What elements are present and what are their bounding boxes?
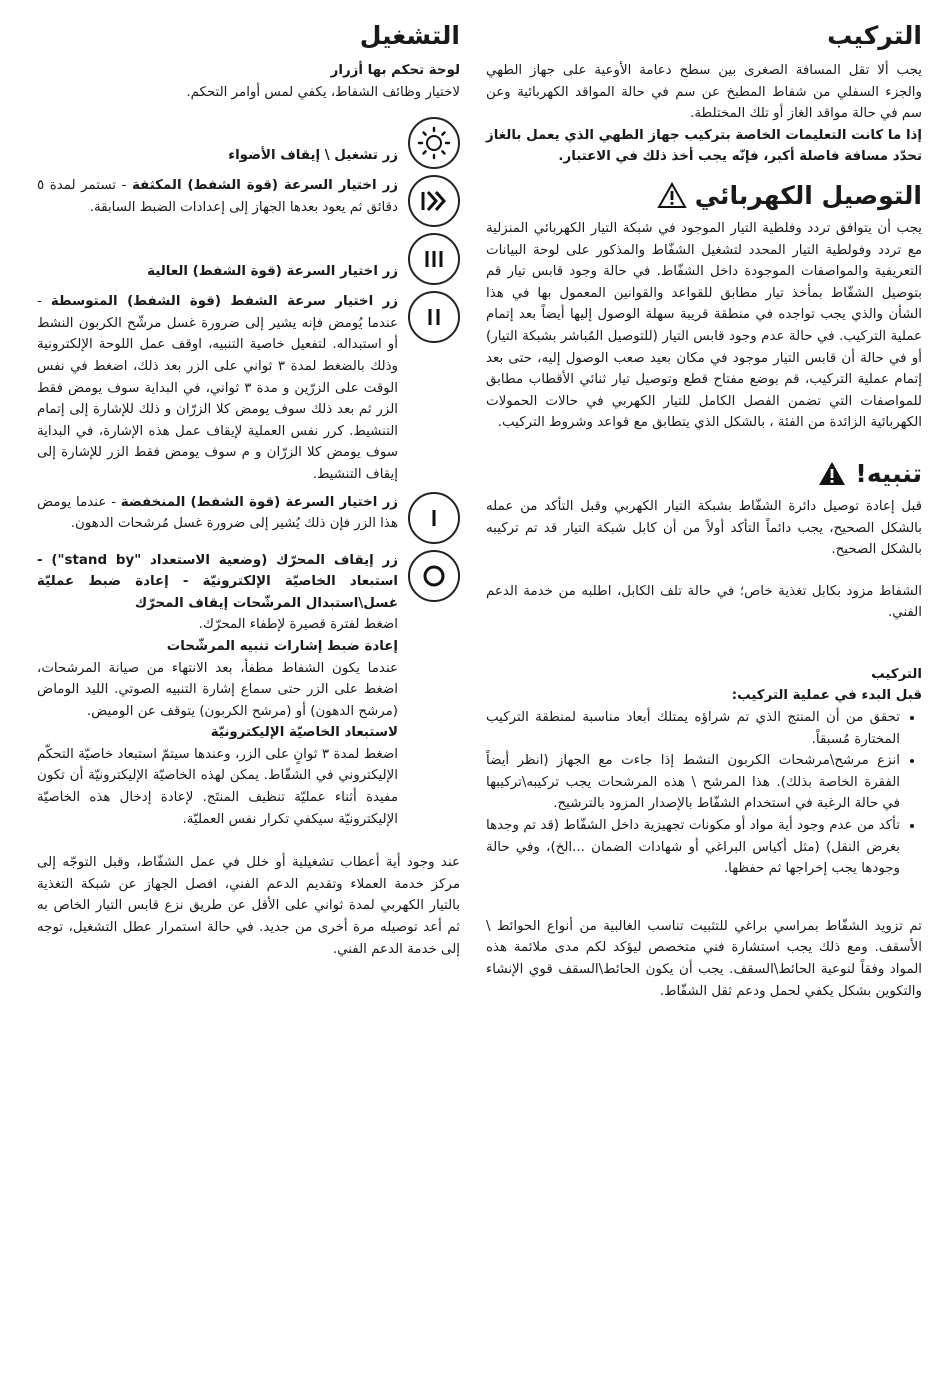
speed-3-icon[interactable] [408, 233, 460, 285]
warning-triangle-icon [657, 182, 687, 209]
motor-off-icon[interactable] [408, 550, 460, 602]
filter-reset-text: عندما يكون الشفاط مطفأ، بعد الانتهاء من صيانة المرشحات، اضغط على الزر حتى سماع إشارة التنبيه الصوتي. الليد الوماض (مرشح الدهون) أو (مرشح الكربون) يتوقف عن الوميض. [37, 660, 398, 719]
electrical-title: التوصيل الكهربائي [694, 180, 922, 210]
control-low [37, 492, 460, 544]
mounting-final-paragraph: تم تزويد الشفّاط بمراسي براغي للتثبيت تناسب الغالبية من أنواع الحوائط \ الأسقف. ومع ذلك يجب استشارة فني متخصص ليؤكد لكم مدى ملائمة هذه المواد وفقاً لنوعية الحائط\السقف. يجب أن يكون الحائط\السقف قوي الإنشاء والتكوين بشكل يكفي لحمل ودعم ثقل الشفّاط. [486, 918, 922, 999]
mounting-title: التركيب [871, 666, 922, 682]
installation-gas-note: إذا ما كانت التعليمات الخاصة بتركيب جهاز الطهي الذي يعمل بالغاز تحدّد مسافة فاصلة أكبر، فإنّه يجب أخذ ذلك في الاعتبار. [486, 127, 922, 165]
installation-column [486, 18, 922, 1002]
control-low-label: زر اختيار السرعة (قوة الشفط) المنخفضة [120, 494, 398, 510]
control-motor-off-label: زر إيقاف المحرّك (وضعية الاستعداد "stand by") - استبعاد الخاصيّة الإلكترونيّة - إعادة ضبط عمليّة غسل\استبدال المرشّحات إيقاف المحرّك [37, 552, 398, 611]
control-intensive-text: - تستمر لمدة ٥ دقائق ثم يعود بعدها الجهاز إلى إعدادات الضبط السابقة. [37, 178, 398, 215]
electrical-paragraph: يجب أن يتوافق تردد وفلطية التيار الموجود في شبكة التيار الكهربائي المنزلية مع تردد وفولطية التيار المحدد لتشغيل الشفّاط والمذكور على لوحة البيانات التعريفية والمواصفات الموجودة داخل الشفّاط. في حالة وجود قابس تيار قم بتوصيل الشفّاط بمأخذ تيار مطابق للقواعد والقوانين المعمول بها في هذا الشأن والذي يجب تواجده في منطقة قريبة سهلة الوصول إليها أيضاً بعد إتمام عملية التركيب. في حالة عدم وجود قابس التيار (للتوصيل المُباشر بشبكة التيار) أو في حالة أن قابس التيار موجود في مكان بعيد صعب الوصول إليه، حتى بعد إتمام عملية التركيب، قم بوضع مفتاح قطع وتوصيل تيار ثنائي الأقطاب مطابق للمواصفات التي تضمن الفصل الكامل للتيار الكهربي في حالات الحمولات الكهربائية الزائدة من الفئة ، بالشكل الذي يتطابق مع قواعد وشروط التركيب. [486, 220, 922, 431]
control-light [37, 117, 460, 169]
control-motor-off-text: اضغط لفترة قصيرة لإطفاء المحرّك. [198, 617, 398, 633]
list-item: • تحقق من أن المنتج الذي تم شراؤه يمتلك أبعاد مناسبة لمنطقة التركيب المختارة مُسبقاً. [486, 707, 900, 750]
intensive-speed-icon[interactable] [408, 175, 460, 227]
operation-column [37, 18, 460, 960]
list-item: • انزع مرشح\مرشحات الكربون النشط إذا جاءت مع الجهاز (انظر أيضاً الفقرة الخاصة بذلك). هذا المرشح \ هذه المرشحات يجب تركيبه\تركيبها في حالة الرغبة في استخدام الشفّاط بالإصدار المزود بالترشيح. [486, 750, 900, 815]
mounting-before-title: قبل البدء في عملية التركيب: [731, 688, 922, 704]
control-light-label: زر تشغيل \ إيقاف الأضواء [228, 148, 398, 164]
control-medium [37, 291, 460, 485]
electronics-exclude-title: لاستبعاد الخاصيّة الإليكترونيّة [210, 725, 398, 741]
control-intensive-label: زر اختيار السرعة (قوة الشفط) المكثفة [131, 178, 398, 194]
caution-title: تنبيه! [855, 458, 922, 488]
installation-title: التركيب [827, 21, 922, 50]
installation-paragraph: يجب ألا تقل المسافة الصغرى بين سطح دعامة الأوعية على جهاز الطهي والجزء السفلي من شفاط المطبخ عن سم في حالة المواقد الكهربائية وعن سم في حالة مواقد الغاز أو تلك المختلطة. [486, 63, 922, 122]
electronics-exclude-text: اضغط لمدة ٣ ثوانٍ على الزر، وعندها سيتمّ استبعاد خاصيّة التحكّم الإليكتروني في الشفّاط. يمكن لهذه الخاصيّة الإليكترونيّة أن تكون مفيدة أثناء عمليّة تنظيف المنتَج. لإعادة إدخال هذه الخاصيّة الإليكترونيّة سيكفي تكرار نفس العمليّة. [37, 746, 398, 827]
panel-description: لاختيار وظائف الشفاط، يكفي لمس أوامر التحكم. [186, 84, 460, 100]
list-item: • تأكد من عدم وجود أية مواد أو مكونات تجهيزية داخل الشفّاط (قد تم وجدها بغرض النقل) (مثل أكياس البراغي أو شهادات الضمان ...الخ)، وفي حالة وجودها يجب إخراجها ثم حفظها. [486, 815, 900, 880]
warning-filled-icon [817, 460, 847, 487]
control-intensive [37, 175, 460, 227]
electrical-title-row [486, 178, 922, 214]
control-motor-off [37, 550, 460, 831]
speed-2-icon[interactable] [408, 291, 460, 343]
control-low-text: - عندما يومض هذا الزر فإن ذلك يُشير إلى ضرورة غسل مُرشحات الدهون. [37, 494, 398, 532]
caution-title-row [486, 456, 922, 492]
filter-reset-title: إعادة ضبط إشارات تنبيه المرشّحات [166, 638, 398, 654]
light-sun-icon[interactable] [408, 117, 460, 169]
control-high [37, 233, 460, 285]
control-medium-label: زر اختيار سرعة الشفط (قوة الشفط) المتوسطة [50, 294, 398, 310]
control-high-label: زر اختيار السرعة (قوة الشفط) العالية [147, 264, 398, 280]
caution-paragraph: قبل إعادة توصيل دائرة الشفّاط بشبكة التيار الكهربي وقبل التأكد من عمله بالشكل الصحيح، يجب دائماً التأكد أولاً من أن كابل شبكة التيار قد تم تركيبه بالشكل الصحيح. [486, 498, 922, 558]
panel-title: لوحة تحكم بها أزرار [330, 63, 460, 78]
cable-paragraph: الشفاط مزود بكابل تغذية خاص؛ في حالة تلف الكابل، اطلبه من خدمة الدعم الفني. [486, 583, 922, 621]
operation-title: التشغيل [359, 21, 460, 50]
control-medium-text: - عندما يُومض فإنه يشير إلى ضرورة غسل مرشّح الكربون النشط أو استبداله. لتفعيل خاصية التنبيه، اوقف عمل اللوحة الإلكترونية وذلك بالضغط لمدة ٣ ثواني على الزر بعد ذلك، اضغط في نفس الوقت على الزرّين و مدة ٣ ثواني، في البداية سوف يومض فقط الزر ثم بعد ذلك سوف يومض كلا الزرّان و ذلك للإشارة إلى إتمام التنشيط. كرر نفس العملية لإيقاف عمل هذه الإشارة، في البداية سوف يومض كلا الزرّان و م سوف يومض فقط الزر للإشارة إلى إيقاف التنشيط. [37, 294, 398, 482]
mounting-list [486, 707, 922, 880]
speed-1-icon[interactable] [408, 492, 460, 544]
malfunction-paragraph: عند وجود أية أعطاب تشغيلية أو خلل في عمل الشفّاط، وقبل التوجّه إلى مركز خدمة العملاء وتقديم الدعم الفني، افصل الجهاز عن شبكة التغذية بالتيار الكهربي لمدة ثواني على الأقل عن طريق نزع قابس التيار الخاص به ثم أعد توصيله مرة أخرى من جديد. في حالة استمرار عطل التشغيل، توجه إلى خدمة الدعم الفني. [37, 855, 460, 957]
